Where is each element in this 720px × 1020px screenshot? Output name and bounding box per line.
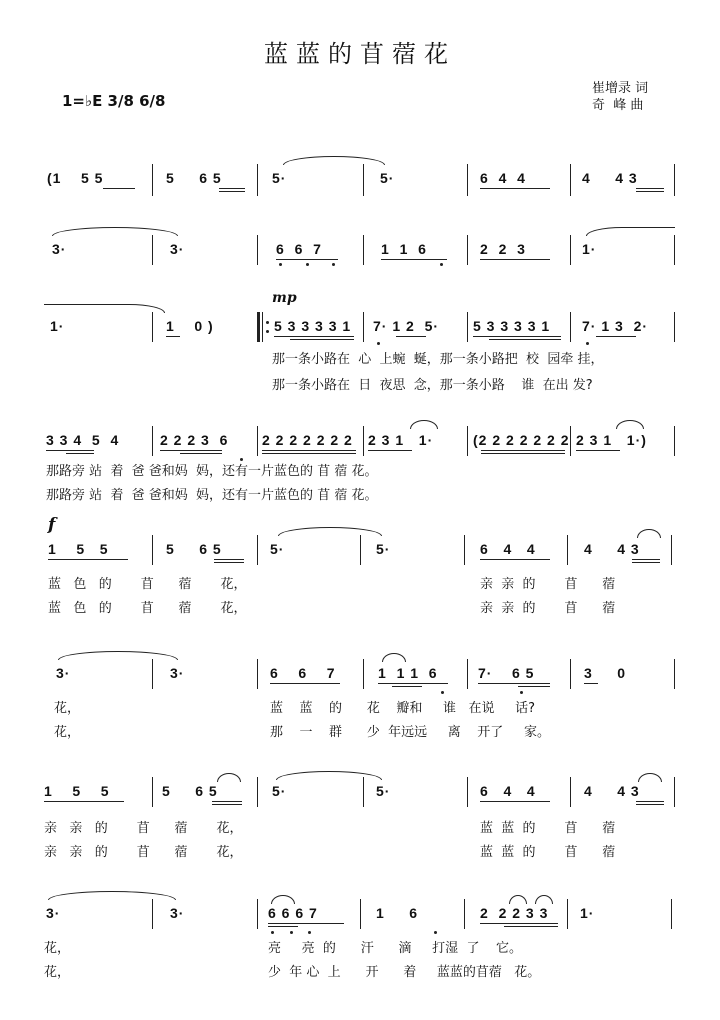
measure: 3 3 4 5 4 <box>46 432 120 448</box>
measure: 3· <box>46 905 61 921</box>
measure: 1 5 5 <box>48 541 109 557</box>
measure: 4 4 3 <box>584 541 640 557</box>
measure: 1 1 1 6 <box>378 665 438 681</box>
dynamic-f: f <box>48 515 56 535</box>
composer: 奇 峰 曲 <box>592 98 644 113</box>
measure: 1· <box>50 318 65 334</box>
measure: 6 4 4 <box>480 170 526 186</box>
measure: 5 3 3 3 3 1 <box>473 318 551 334</box>
measure: 7· 1 2 5· <box>373 318 440 334</box>
measure: 5· <box>376 541 391 557</box>
measure: 1 6 <box>376 905 419 921</box>
lyric-verse-1: 那路旁 站 着 爸 爸和妈 妈，还有一片蓝色的 苜 蓿 花。 <box>46 464 378 479</box>
measure: 7· 1 3 2· <box>582 318 649 334</box>
measure: 7· 6 5 <box>478 665 535 681</box>
lyric-verse-2: 那一条小路在 日 夜思 念，那一条小路 谁 在出 发? <box>272 378 593 393</box>
lyric-verse-1: 花， <box>44 941 71 956</box>
measure: 4 4 3 <box>582 170 638 186</box>
lyric-verse-1: 蓝 色 的 苜 蓿 花， <box>48 577 247 592</box>
measure: 2 3 1 1· <box>368 432 434 448</box>
dynamic-mp: mp <box>272 290 297 306</box>
score-line-5 <box>0 515 720 615</box>
measure: 5 3 3 3 3 1 <box>274 318 352 334</box>
lyric-verse-2: 那路旁 站 着 爸 爸和妈 妈，还有一片蓝色的 苜 蓿 花。 <box>46 488 378 503</box>
lyric-verse-1: 亲 亲 的 苜 蓿 <box>480 577 616 592</box>
measure: 1· <box>580 905 595 921</box>
measure: 1 5 5 <box>44 783 110 799</box>
measure: 3· <box>170 905 185 921</box>
measure: 2 2 2 2 2 2 2 <box>262 432 353 448</box>
measure: 6 4 4 <box>480 783 536 799</box>
measure: 6 4 4 <box>480 541 536 557</box>
measure: 5· <box>380 170 395 186</box>
lyric-verse-2: 那 一 群 少 年远远 离 开了 家。 <box>270 725 550 740</box>
score-line-2 <box>0 225 720 285</box>
lyric-verse-1: 那一条小路在 心 上蜿 蜒，那一条小路把 校 园牵 挂， <box>272 352 604 367</box>
lyric-verse-1: 蓝 蓝 的 苜 蓿 <box>480 821 616 836</box>
lyric-verse-2: 亲 亲 的 苜 蓿 花， <box>44 845 243 860</box>
measure: 5· <box>272 783 287 799</box>
song-title: 蓝蓝的苜蓿花 <box>264 40 456 68</box>
measure: 2 2 2 3 6 <box>160 432 229 448</box>
measure: 2 3 1 1·) <box>576 432 647 448</box>
measure: 5 6 5 <box>162 783 218 799</box>
measure: 3· <box>52 241 67 257</box>
measure: 5· <box>272 170 287 186</box>
lyric-verse-1: 花， <box>54 701 81 716</box>
lyric-verse-1: 亮 亮 的 汗 滴 打湿 了 它。 <box>268 941 522 956</box>
credits <box>592 80 648 114</box>
key-signature: 1=♭E 3/8 6/8 <box>62 92 166 110</box>
lyric-verse-2: 花， <box>44 965 71 980</box>
measure: 1· <box>582 241 597 257</box>
lyric-verse-2: 花， <box>54 725 81 740</box>
lyric-verse-2: 亲 亲 的 苜 蓿 <box>480 601 616 616</box>
score-line-8 <box>0 885 720 985</box>
measure: 5· <box>376 783 391 799</box>
measure: 4 4 3 <box>584 783 640 799</box>
measure: 3· <box>170 241 185 257</box>
lyric-verse-2: 蓝 蓝 的 苜 蓿 <box>480 845 616 860</box>
measure: 6 6 7 <box>276 241 322 257</box>
measure: (2 2 2 2 2 2 2 <box>473 432 570 448</box>
measure: 1 1 6 <box>381 241 427 257</box>
measure: 2 2 3 <box>480 241 526 257</box>
measure: 5 6 5 <box>166 170 222 186</box>
lyric-verse-2: 蓝 色 的 苜 蓿 花， <box>48 601 247 616</box>
score-line-6 <box>0 645 720 745</box>
measure: 5 6 5 <box>166 541 222 557</box>
score-line-7 <box>0 765 720 865</box>
score-line-1 <box>0 150 720 210</box>
measure: (1 5 5 <box>47 170 104 186</box>
measure: 1 0 ) <box>166 318 214 334</box>
measure: 2 2 2 3 3 <box>480 905 549 921</box>
lyric-verse-1: 蓝 蓝 的 花 瓣和 谁 在说 话? <box>270 701 536 716</box>
measure: 3· <box>56 665 71 681</box>
measure: 3 0 <box>584 665 627 681</box>
lyricist: 崔增录 词 <box>592 81 649 96</box>
score-line-3 <box>0 290 720 400</box>
measure: 6 6 6 7 <box>268 905 318 921</box>
lyric-verse-2: 少 年 心 上 开 着 蓝蓝的苜蓿 花。 <box>268 965 541 980</box>
score-line-4 <box>0 418 720 508</box>
lyric-verse-1: 亲 亲 的 苜 蓿 花， <box>44 821 243 836</box>
measure: 3· <box>170 665 185 681</box>
measure: 5· <box>270 541 285 557</box>
measure: 6 6 7 <box>270 665 336 681</box>
